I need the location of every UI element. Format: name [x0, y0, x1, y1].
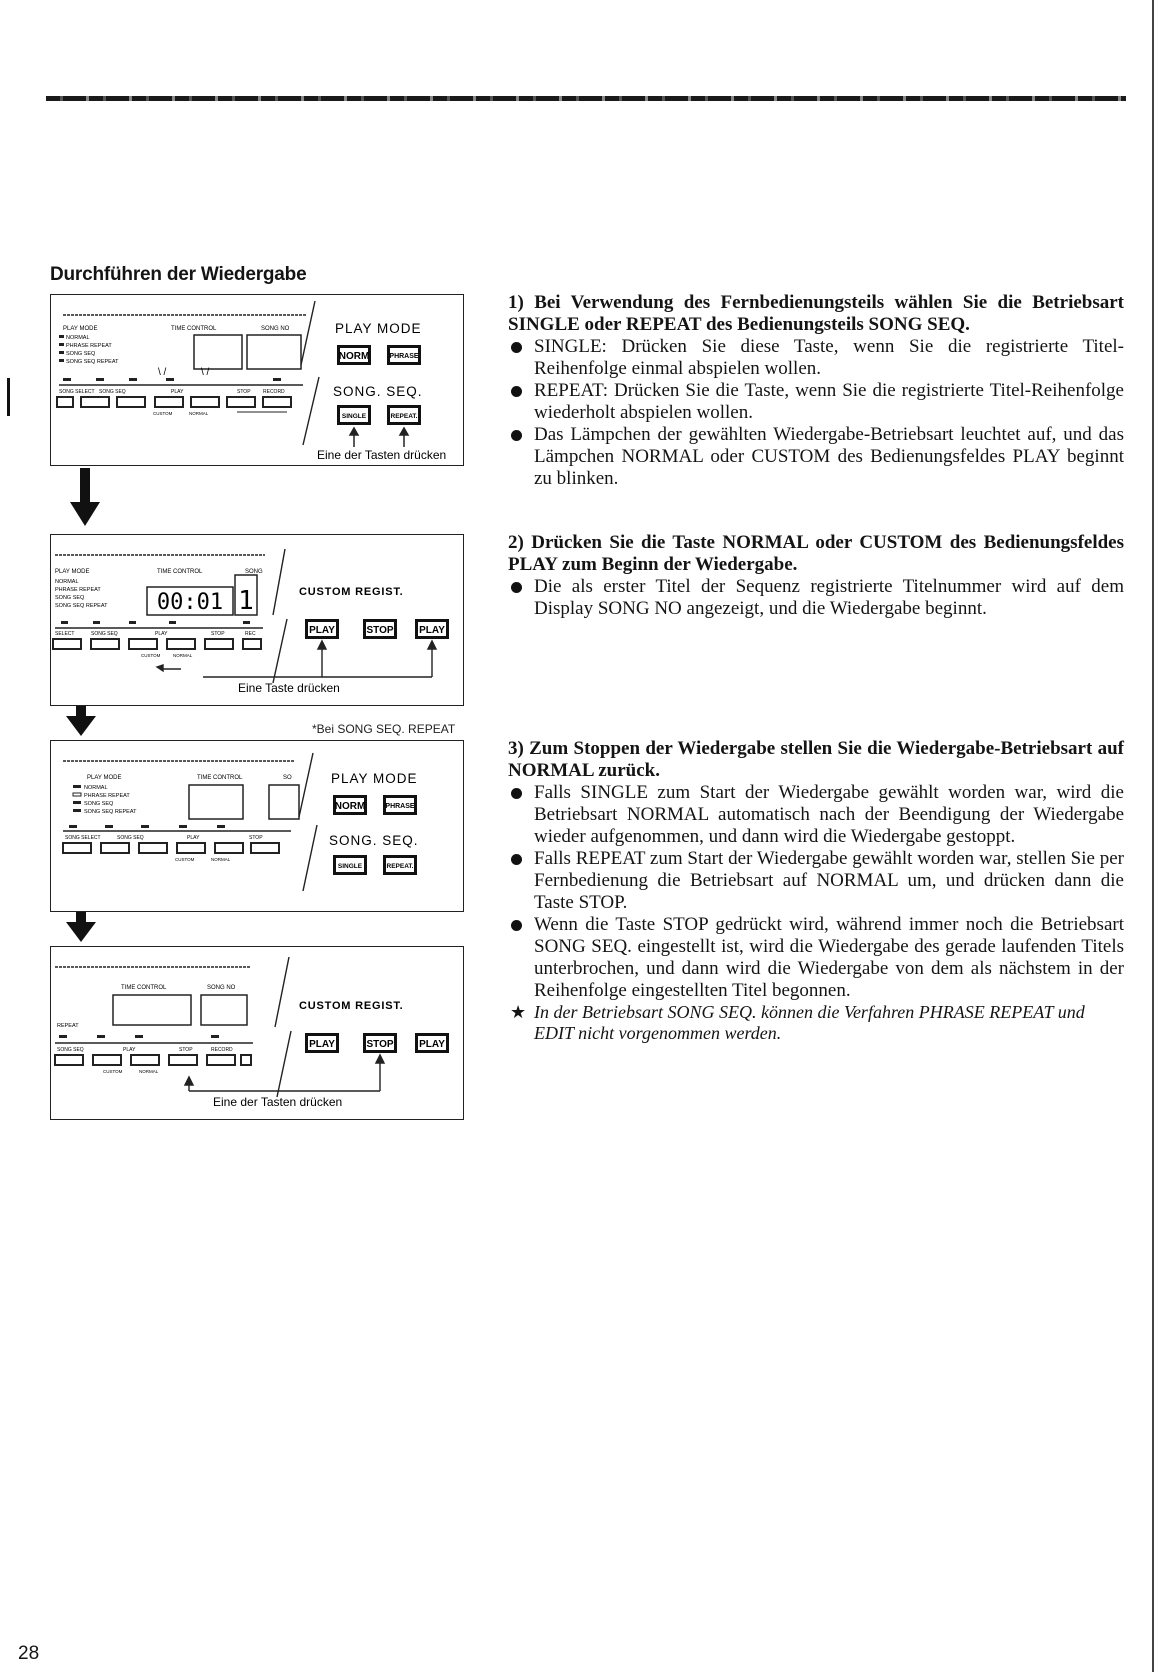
fig1-key-norm: [337, 345, 371, 365]
svg-text:PLAY: PLAY: [309, 1039, 335, 1050]
fig2-key-play-2: [415, 619, 449, 639]
down-arrow-2: [66, 706, 96, 738]
svg-text:\ /: \ /: [201, 367, 210, 378]
svg-text:PLAY: PLAY: [123, 1047, 136, 1053]
svg-text:TIME CONTROL: TIME CONTROL: [157, 569, 203, 575]
fig2-group-title: CUSTOM REGIST.: [299, 586, 404, 598]
fig4-caption: Eine der Tasten drücken: [213, 1095, 343, 1109]
fig1-label-time-control: TIME CONTROL: [171, 326, 217, 332]
svg-text:SONG SEQ: SONG SEQ: [99, 389, 126, 395]
down-arrow-3: [66, 912, 96, 944]
step-3: [508, 738, 1124, 1044]
svg-text:REPEAT.: REPEAT.: [390, 413, 418, 420]
step-2-bullet: Die als erster Titel der Sequenz registrierte Titelnummer wird auf dem Display SONG NO angezeigt, und die Wiedergabe beginnt.: [508, 576, 1124, 620]
svg-text:TIME CONTROL: TIME CONTROL: [121, 985, 167, 991]
page-number: 28: [18, 1643, 40, 1664]
fig4-key-play-1: [305, 1033, 339, 1053]
figure-2-panel-custom-regist: [50, 534, 464, 706]
svg-text:SONG SEQ: SONG SEQ: [117, 835, 144, 841]
fig2-note: *Bei SONG SEQ. REPEAT: [312, 722, 456, 736]
svg-text:STOP: STOP: [211, 631, 225, 637]
svg-text:SONG SEQ: SONG SEQ: [57, 1047, 84, 1053]
svg-text:SONG SEQ: SONG SEQ: [66, 351, 96, 357]
fig1-group2-title: SONG. SEQ.: [333, 384, 423, 399]
step-3-note: [508, 1002, 1124, 1044]
svg-text:SONG SEQ REPEAT: SONG SEQ REPEAT: [55, 603, 108, 609]
svg-text:NORMAL: NORMAL: [66, 335, 90, 341]
step-2: [508, 532, 1124, 620]
svg-text:PLAY: PLAY: [309, 625, 335, 636]
svg-text:REPEAT: REPEAT: [57, 1023, 79, 1029]
svg-text:NORMAL: NORMAL: [55, 579, 79, 585]
svg-text:PHRASE REPEAT: PHRASE REPEAT: [84, 793, 130, 799]
svg-text:PLAY: PLAY: [155, 631, 168, 637]
fig4-key-play-2: [415, 1033, 449, 1053]
svg-text:PHRASE: PHRASE: [389, 353, 419, 360]
fig1-key-phrase: [387, 345, 421, 365]
svg-text:PLAY: PLAY: [419, 625, 445, 636]
svg-text:TIME CONTROL: TIME CONTROL: [197, 775, 243, 781]
fig1-key-single: [337, 405, 371, 425]
svg-text:NORM: NORM: [338, 351, 370, 362]
svg-text:NORMAL: NORMAL: [139, 1069, 159, 1074]
svg-text:SONG SEQ: SONG SEQ: [55, 595, 85, 601]
svg-text:SONG SEQ REPEAT: SONG SEQ REPEAT: [84, 809, 137, 815]
svg-text:SONG NO: SONG NO: [207, 985, 236, 991]
svg-text:PLAY: PLAY: [171, 389, 184, 395]
svg-text:STOP: STOP: [237, 389, 251, 395]
svg-text:PLAY MODE: PLAY MODE: [55, 569, 90, 575]
svg-text:SONG SELECT: SONG SELECT: [59, 389, 95, 395]
svg-text:CUSTOM: CUSTOM: [103, 1069, 123, 1074]
svg-text:PLAY MODE: PLAY MODE: [87, 775, 122, 781]
fig3-key-norm: [333, 795, 367, 815]
svg-text:SONG SELECT: SONG SELECT: [65, 835, 101, 841]
svg-text:PHRASE REPEAT: PHRASE REPEAT: [55, 587, 101, 593]
svg-text:SONG SEQ: SONG SEQ: [91, 631, 118, 637]
svg-text:PLAY: PLAY: [187, 835, 200, 841]
figure-4-panel-custom-regist: [50, 946, 464, 1120]
figure-1-panel-play-mode: [50, 294, 464, 466]
svg-text:RECORD: RECORD: [263, 389, 285, 395]
svg-text:REPEAT.: REPEAT.: [386, 863, 414, 870]
svg-text:SELECT: SELECT: [55, 631, 75, 637]
svg-text:CUSTOM: CUSTOM: [175, 857, 195, 862]
down-arrow-1: [70, 468, 100, 528]
fig2-key-stop: [363, 619, 397, 639]
fig1-label-play-mode: PLAY MODE: [63, 326, 98, 332]
fig1-key-repeat: [387, 405, 421, 425]
fig3-group1-title: PLAY MODE: [331, 771, 418, 786]
step-3-bullet: Wenn die Taste STOP gedrückt wird, während immer noch die Betriebsart SONG SEQ. eingestellt ist, wird die Wiedergabe des gerade laufenden Titels unterbrochen, und dann wird die Wiedergabe von dem als nächstem in der Reihenfolge eingestellten Titel begonnen.: [508, 914, 1124, 1002]
fig1-label-song-no: SONG NO: [261, 326, 290, 332]
fig2-arrows: [157, 641, 436, 677]
step-2-title: 2) Drücken Sie die Taste NORMAL oder CUSTOM des Bedienungsfeldes PLAY zum Beginn der Wiedergabe.: [508, 532, 1124, 575]
svg-text:SINGLE: SINGLE: [341, 413, 367, 420]
fig1-group1-title: PLAY MODE: [335, 321, 422, 336]
fig3-key-repeat: [383, 855, 417, 875]
svg-text:SO: SO: [283, 775, 292, 781]
svg-text:CUSTOM: CUSTOM: [153, 411, 173, 416]
step-1-title: 1) Bei Verwendung des Fernbedienungsteils wählen Sie die Betriebsart SINGLE oder REPEAT des Bedienungsteils SONG SEQ.: [508, 292, 1124, 335]
step-1: [508, 292, 1124, 490]
svg-text:STOP: STOP: [366, 1039, 394, 1050]
fig2-key-play-1: [305, 619, 339, 639]
svg-text:PLAY: PLAY: [419, 1039, 445, 1050]
fig3-key-single: [333, 855, 367, 875]
step-1-bullet: Das Lämpchen der gewählten Wiedergabe-Betriebsart leuchtet auf, und das Lämpchen NORMAL oder CUSTOM des Bedienungsfeldes PLAY beginnt zu blinken.: [508, 424, 1124, 490]
fig2-song-no-display: 1: [238, 586, 254, 616]
top-rule: [46, 96, 1126, 101]
step-3-title: 3) Zum Stoppen der Wiedergabe stellen Sie die Wiedergabe-Betriebsart auf NORMAL zurück.: [508, 738, 1124, 781]
svg-text:REC: REC: [245, 631, 256, 637]
section-heading: Durchführen der Wiedergabe: [50, 264, 307, 285]
svg-text:RECORD: RECORD: [211, 1047, 233, 1053]
fig3-group2-title: SONG. SEQ.: [329, 833, 419, 848]
svg-text:PHRASE: PHRASE: [385, 803, 415, 810]
svg-text:SONG SEQ REPEAT: SONG SEQ REPEAT: [66, 359, 119, 365]
figure-3-panel-play-mode: [50, 740, 464, 912]
fig4-key-stop: [363, 1033, 397, 1053]
svg-text:STOP: STOP: [179, 1047, 193, 1053]
svg-text:STOP: STOP: [249, 835, 263, 841]
star-icon: ★: [510, 1002, 527, 1022]
svg-text:\ /: \ /: [158, 367, 167, 378]
svg-text:SONG SEQ: SONG SEQ: [84, 801, 114, 807]
svg-text:CUSTOM: CUSTOM: [141, 653, 161, 658]
margin-mark: [7, 378, 10, 416]
step-1-bullet: REPEAT: Drücken Sie die Taste, wenn Sie die registrierte Titel-Reihenfolge wiederholt abspielen wollen.: [508, 380, 1124, 424]
page-edge: [1152, 0, 1154, 1672]
svg-text:NORMAL: NORMAL: [211, 857, 231, 862]
fig1-caption: Eine der Tasten drücken: [317, 448, 447, 462]
fig2-caption: Eine Taste drücken: [238, 681, 340, 695]
fig2-time-display: 00:01: [156, 590, 224, 615]
fig3-key-phrase: [383, 795, 417, 815]
step-1-bullet: SINGLE: Drücken Sie diese Taste, wenn Sie die registrierte Titel-Reihenfolge einmal abspielen wollen.: [508, 336, 1124, 380]
step-3-bullet: Falls SINGLE zum Start der Wiedergabe gewählt worden war, wird die Betriebsart NORMAL automatisch nach der Beendigung der Wiedergabe wieder aufgenommen, und dann wird die Wiedergabe gestoppt.: [508, 782, 1124, 848]
fig1-arrows: [350, 428, 408, 447]
svg-text:SINGLE: SINGLE: [337, 863, 363, 870]
svg-text:NORM: NORM: [334, 801, 366, 812]
svg-text:STOP: STOP: [366, 625, 394, 636]
step-3-bullet: Falls REPEAT zum Start der Wiedergabe gewählt worden war, stellen Sie per Fernbedienung die Betriebsart auf NORMAL um, und drücken dann die Taste STOP.: [508, 848, 1124, 914]
svg-text:NORMAL: NORMAL: [173, 653, 193, 658]
svg-text:PHRASE REPEAT: PHRASE REPEAT: [66, 343, 112, 349]
svg-text:NORMAL: NORMAL: [189, 411, 209, 416]
svg-text:NORMAL: NORMAL: [84, 785, 108, 791]
fig4-group-title: CUSTOM REGIST.: [299, 1000, 404, 1012]
svg-text:SONG: SONG: [245, 569, 263, 575]
step-3-note-text: In der Betriebsart SONG SEQ. können die Verfahren PHRASE REPEAT und EDIT nicht vorgenommen werden.: [534, 1002, 1085, 1043]
